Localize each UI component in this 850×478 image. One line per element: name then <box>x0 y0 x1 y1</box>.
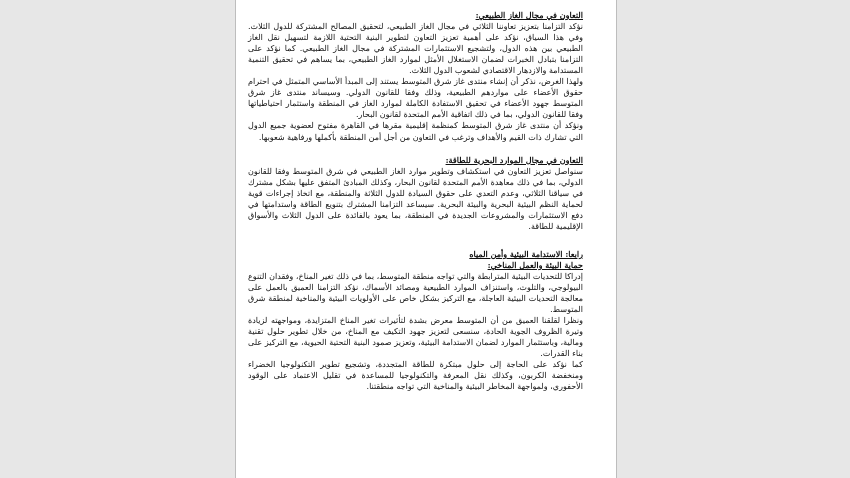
paragraph: ولهذا الغرض، نذكر أن إنشاء منتدى غاز شرق المتوسط يستند إلى المبدأ الأساسي المتمثل في احترام حقوق الأعضاء على مواردهم الطبيعية، وذلك وفقا للقانون الدولي. وسيساند منتدى غاز شرق المتوسط جهود الأعضاء في تحقيق الاستفادة الكاملة لموارد الغاز في المنطقة واستثمار احتياطياتها وفقا للقانون الدولي، بما في ذلك اتفاقية الأمم المتحدة لقانون البحار. <box>248 77 583 120</box>
paragraph: إدراكا للتحديات البيئية المترابطة والتي تواجه منطقة المتوسط، بما في ذلك تغير المناخ، وفقدان التنوع البيولوجي، والتلوث، واستنزاف الموارد الطبيعية ومصائد الأسماك، نؤكد التزامنا العميق بالعمل على معالجة التحديات البيئية العاجلة، مع التركيز بشكل خاص على الأولويات البيئية والمناخية لمنطقة شرق المتوسط. <box>248 271 583 315</box>
paragraph: ونؤكد أن منتدى غاز شرق المتوسط كمنظمة إقليمية مقرها في القاهرة مفتوح لعضوية جميع الدول التي تشارك ذات القيم والأهداف وترغب في التعاون من أجل أمن المنطقة بأكملها ورفاهية شعوبها. <box>248 121 583 142</box>
section-heading-environment: رابعا: الاستدامة البيئية وأمن المياه <box>469 248 583 259</box>
subsection-heading-climate: حماية البيئة والعمل المناخي: <box>487 259 583 270</box>
page-content <box>248 10 583 393</box>
spacer <box>248 143 583 155</box>
document-page <box>235 0 617 478</box>
spacer <box>248 232 583 249</box>
paragraph: نؤكد التزامنا بتعزيز تعاوننا الثلاثي في مجال الغاز الطبيعي، لتحقيق المصالح المشتركة للدول الثلاث. وفي هذا السياق، نؤكد على أهمية تعزيز التعاون لتطوير البنية التحتية اللازمة لتسهيل نقل الغاز الطبيعي بين هذه الدول، ولتشجيع الاستثمارات المشتركة في مجال الغاز الطبيعي. كما نؤكد على التزامنا بتبادل الخبرات لضمان الاستغلال الأمثل لموارد الغاز الطبيعي، بما يساهم في تحقيق التنمية المستدامة والازدهار الاقتصادي لشعوب الدول الثلاث. <box>248 22 583 76</box>
section-heading-marine-energy: التعاون في مجال الموارد البحرية للطاقة: <box>445 154 583 165</box>
paragraph: كما نؤكد على الحاجة إلى حلول مبتكرة للطاقة المتجددة، وتشجيع تطوير التكنولوجيا الخضراء ومنخفضة الكربون، وكذلك نقل المعرفة والتكنولوجيا للمساعدة في تقليل الاعتماد على الوقود الأحفوري، ولمواجهة المخاطر البيئية والمناخية التي تواجه منطقتنا. <box>248 360 583 392</box>
paragraph: سنواصل تعزيز التعاون في استكشاف وتطوير موارد الغاز الطبيعي في شرق المتوسط وفقا للقانون الدولي، بما في ذلك معاهدة الأمم المتحدة لقانون البحار، وكذلك المبادئ المتفق عليها بشكل مشترك في سياقنا الثلاثي، وعدم التعدي على حقوق السيادة للدول الثلاثة والمنطقة، مع اتخاذ إجراءات قوية لحماية النظم البيئية البحرية والبيئة البحرية. سيساعد التزامنا المشترك بتنويع الطاقة واستدامتها في دفع الاستثمارات والمشروعات الجديدة في المنطقة، بما يعود بالفائدة على الدول الثلاث والأسواق الإقليمية للطاقة. <box>248 166 583 231</box>
paragraph: ونظرا لقلقنا العميق من أن المتوسط معرض بشدة لتأثيرات تغير المناخ المتزايدة، ومواجهته لزيادة وتيرة الظروف الجوية الحادة، سنسعى لتعزيز جهود التكيف مع المناخ، من خلال تطوير حلول تقنية ومالية، وباستثمار الموارد لضمان الاستدامة البيئية، وتعزيز صمود البنية التحتية الحيوية، مع التركيز على بناء القدرات. <box>248 316 583 359</box>
section-heading-natural-gas: التعاون في مجال الغاز الطبيعي: <box>475 10 583 20</box>
